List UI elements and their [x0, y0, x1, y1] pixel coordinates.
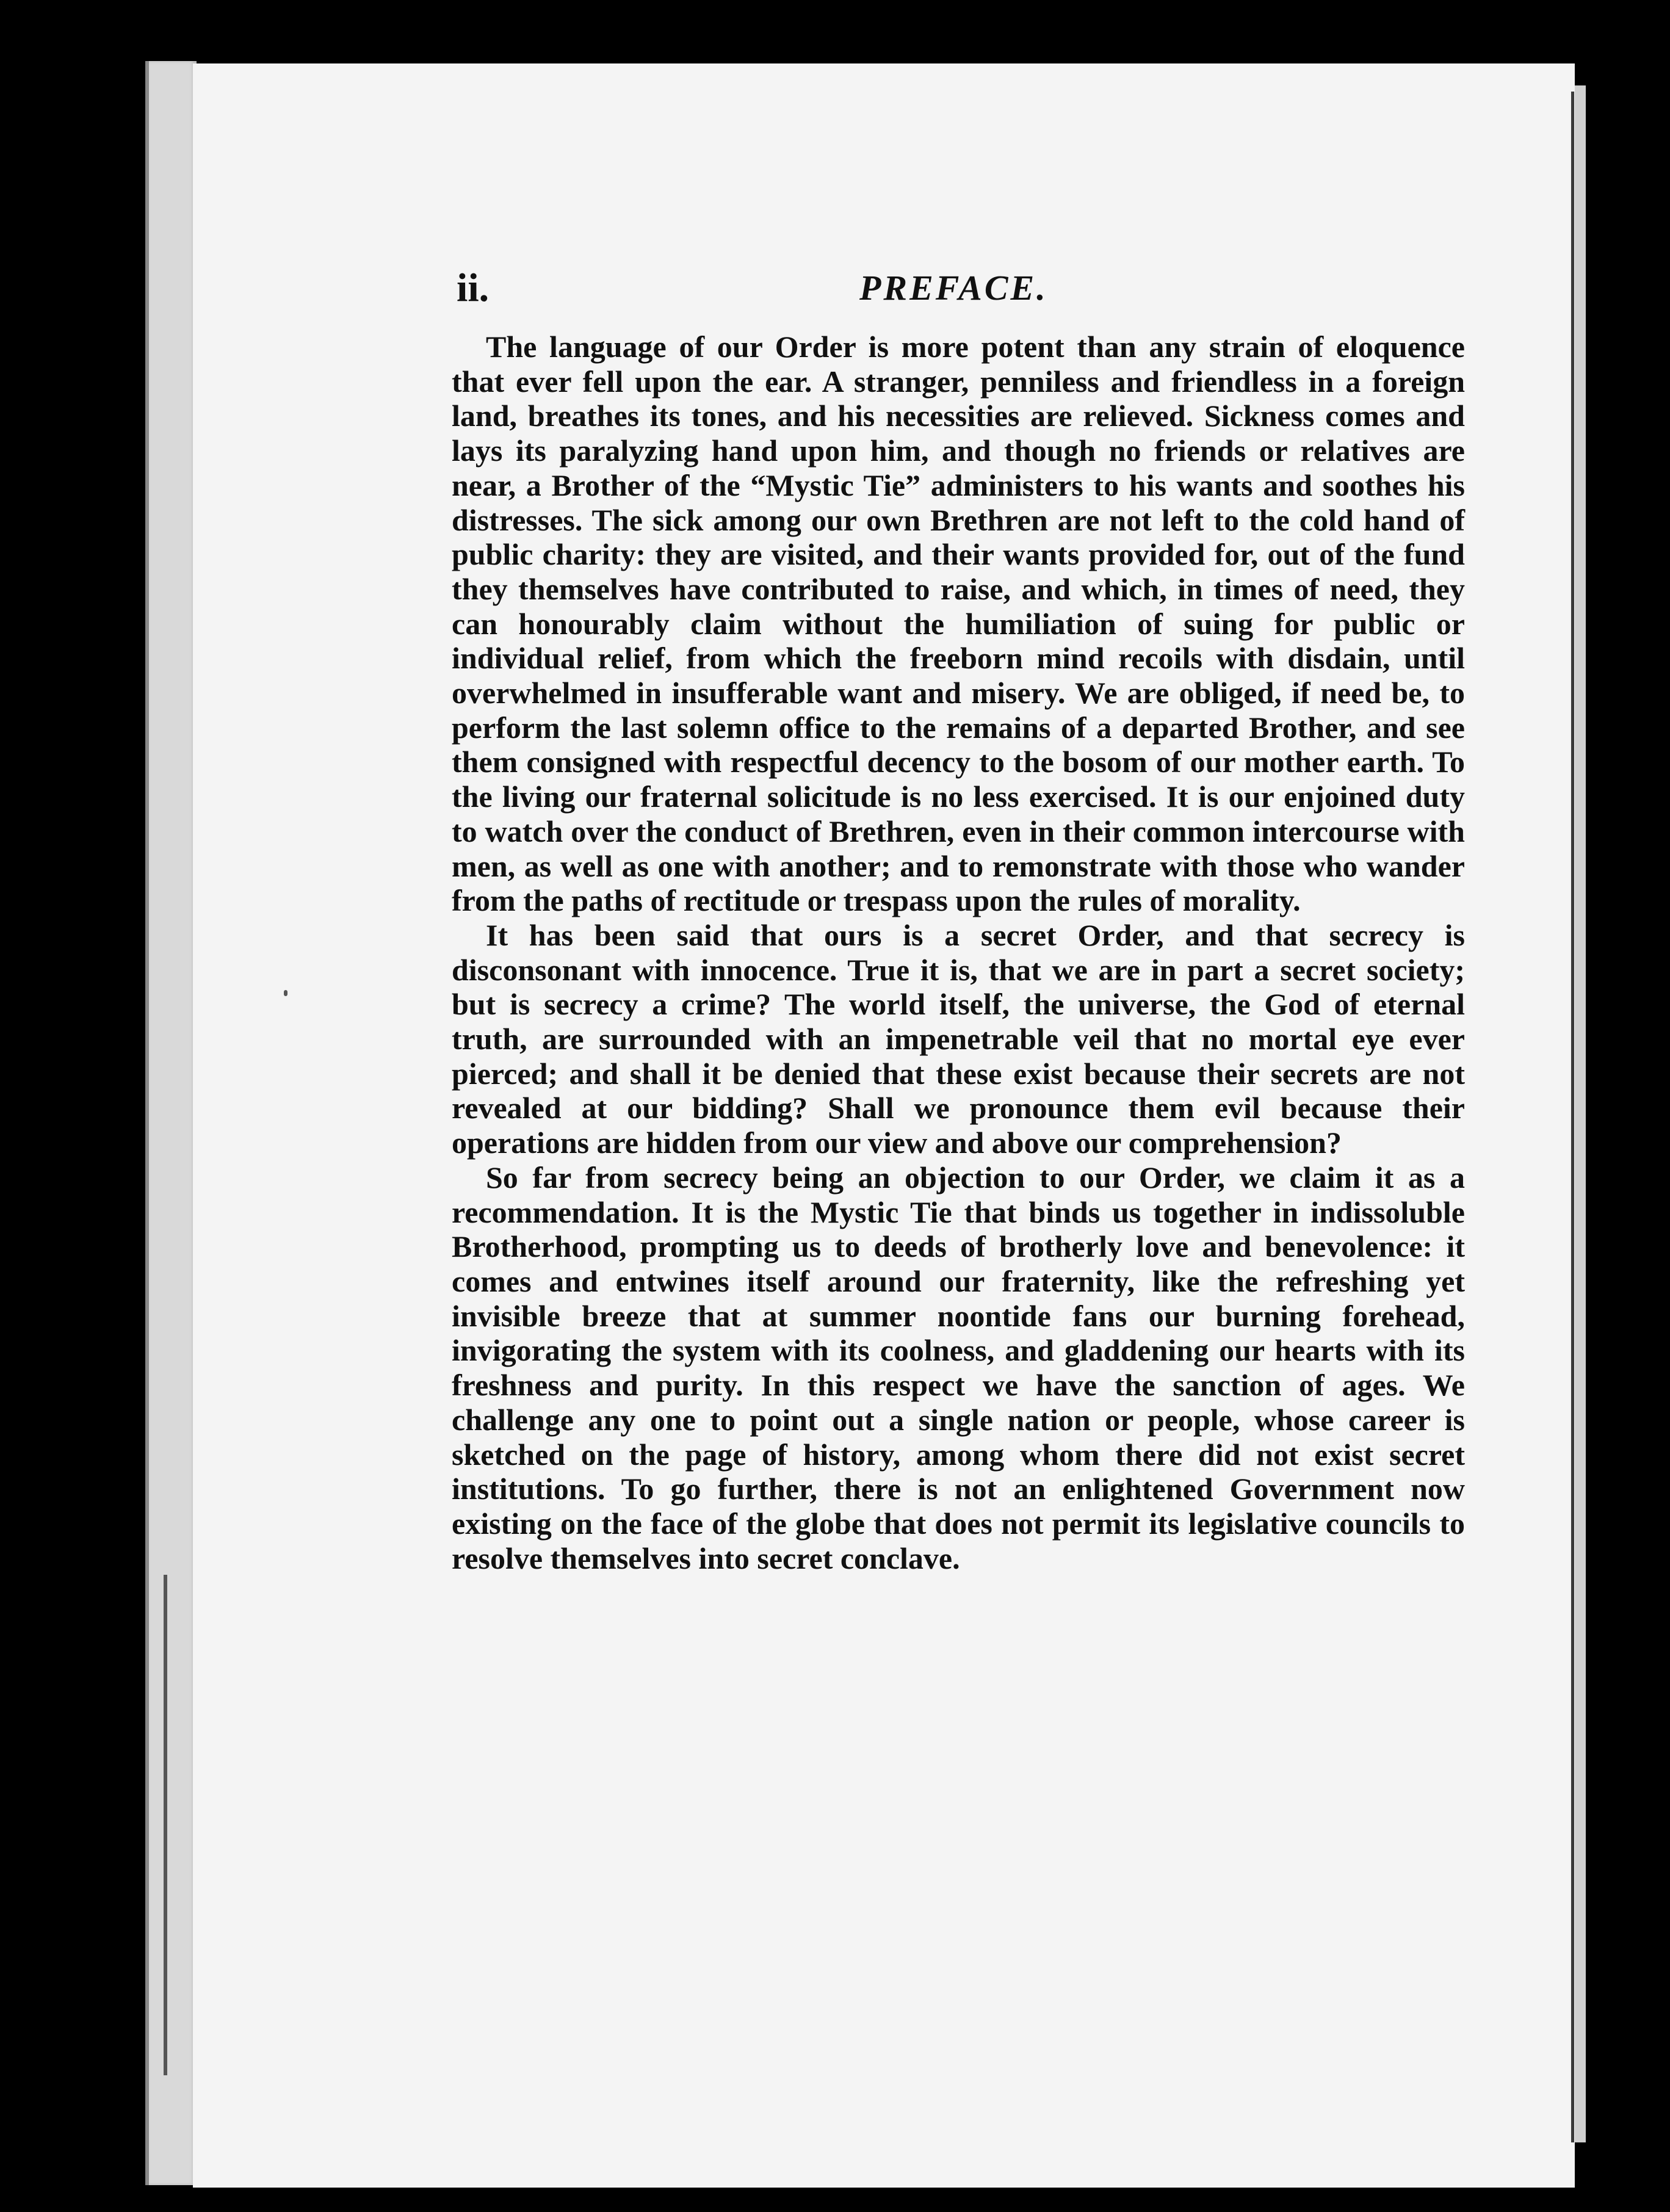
right-page-edge: [1575, 85, 1586, 2142]
left-edge-shadow-line: [164, 1575, 167, 2075]
right-edge-line: [1571, 92, 1574, 2142]
right-dark-margin: [1586, 85, 1670, 2142]
left-page-edge: [145, 61, 197, 2185]
running-head: PREFACE.: [859, 268, 1048, 308]
paragraph-2: It has been said that ours is a secret Order, and that secrecy is disconsonant with innocence. True it is, that we are in part a secret society; but is secrecy a crime? The world itself, the universe, the God of eternal truth, are surrounded with an impenetrable veil that no mortal eye ever pierced; and shall it be denied that these exist because their secrets are not revealed at our bidding? Shall we pronounce them evil because their operations are hidden from our view and above our comprehension?: [452, 917, 1465, 1160]
page-header: [457, 264, 1482, 313]
paragraph-3: So far from secrecy being an objection to our Order, we claim it as a recommendation. It is the Mystic Tie that binds us together in indissoluble Brotherhood, prompting us to deeds of brotherly love and benevolence: it comes and entwines itself around our fraternity, like the refreshing yet invisible breeze that at summer noontide fans our burning forehead, invigorating the system with its coolness, and gladdening our hearts with its freshness and purity. In this respect we have the sanction of ages. We challenge any one to point out a single nation or people, whose career is sketched on the page of history, among whom there did not exist secret institutions. To go further, there is not an enlightened Government now existing on the face of the globe that does not permit its legislative councils to resolve themselves into secret conclave.: [452, 1160, 1465, 1575]
body-text: [452, 330, 1465, 1575]
scan-speck: [284, 990, 287, 996]
page-number: ii.: [457, 266, 490, 310]
paragraph-1: The language of our Order is more potent than any strain of eloquence that ever fell upon the ear. A stranger, penniless and friendless in a foreign land, breathes its tones, and his necessities are relieved. Sickness comes and lays its paralyzing hand upon him, and though no friends or relatives are near, a Brother of the “Mystic Tie” administers to his wants and soothes his distresses. The sick among our own Brethren are not left to the cold hand of public charity: they are visited, and their wants provided for, out of the fund they themselves have contributed to raise, and which, in times of need, they can honourably claim without the humiliation of suing for public or individual relief, from which the freeborn mind recoils with disdain, until overwhelmed in insufferable want and misery. We are obliged, if need be, to perform the last solemn office to the remains of a departed Brother, and see them consigned with respectful decency to the bosom of our mother earth. To the living our fraternal solicitude is no less exercised. It is our enjoined duty to watch over the conduct of Brethren, even in their common intercourse with men, as well as one with another; and to remonstrate with those who wander from the paths of rectitude or trespass upon the rules of morality.: [452, 330, 1465, 918]
